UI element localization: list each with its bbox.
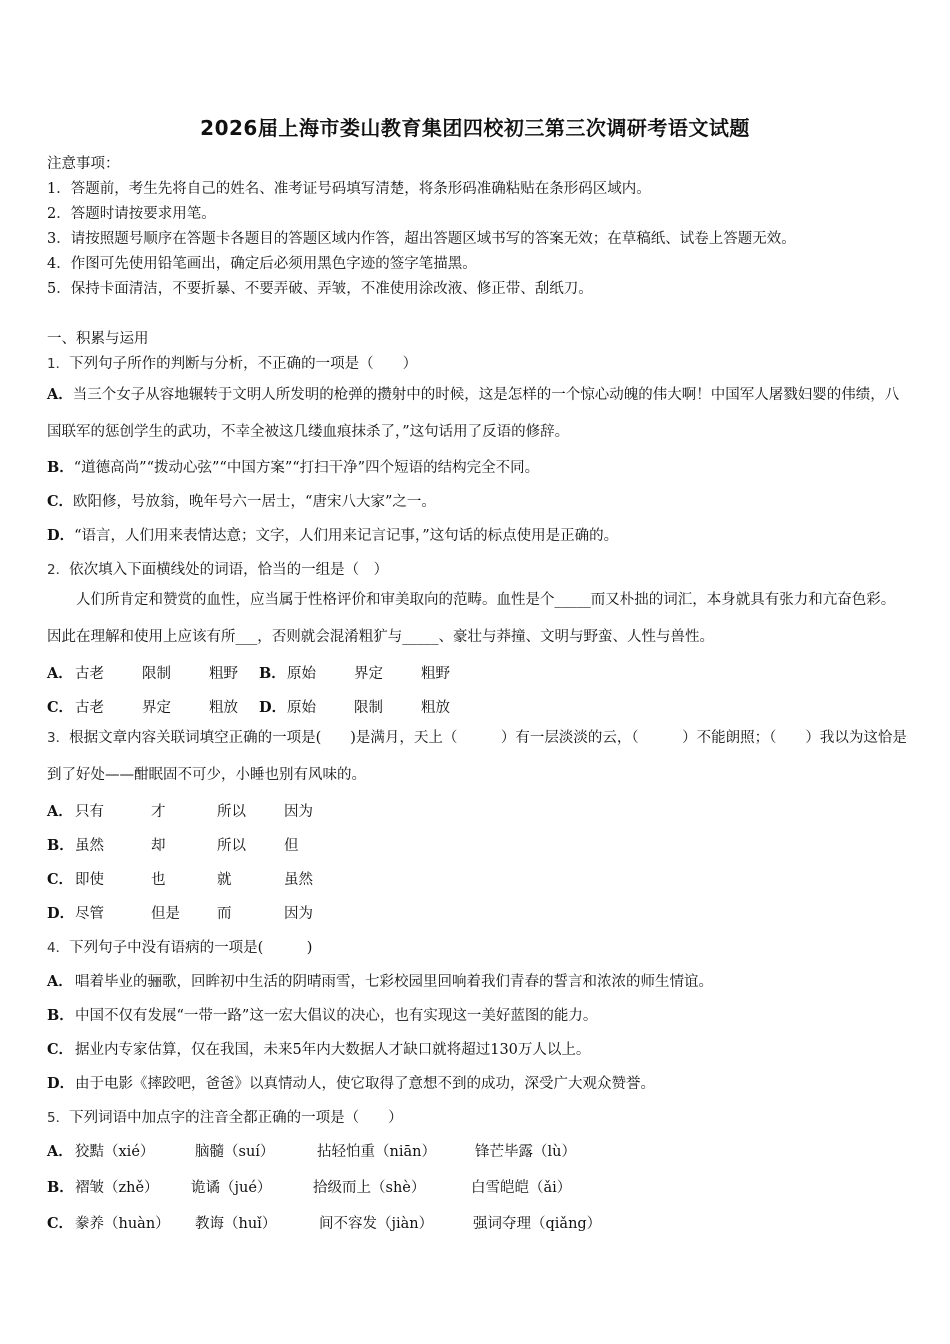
option-label: C． (47, 1041, 74, 1058)
option-label: D． (47, 527, 75, 544)
option-label: A． (47, 1143, 73, 1160)
option-word: 而 (217, 906, 232, 922)
q1-option-a (47, 376, 907, 451)
option-label: D． (259, 699, 287, 716)
option-text: 欧阳修，号放翁，晚年号六一居士，“唐宋八大家”之一。 (73, 494, 436, 510)
q1-option-d (47, 524, 910, 545)
question-stem: 依次填入下面横线处的词语，恰当的一组是（ ） (69, 562, 389, 578)
notice-item: 2．答题时请按要求用笔。 (47, 206, 216, 222)
option-label: C． (47, 699, 74, 716)
notice-item: 4．作图可先使用铅笔画出，确定后必须用黑色字迹的签字笔描黑。 (47, 256, 477, 272)
option-word: 拾级而上（shè） (313, 1180, 426, 1196)
option-word: 就 (217, 872, 232, 888)
option-word: 教诲（huǐ） (195, 1216, 277, 1232)
q5-option-b (47, 1176, 910, 1197)
option-text: 唱着毕业的骊歌，回眸初中生活的阴晴雨雪，七彩校园里回响着我们青春的誓言和浓浓的师生情谊。 (75, 974, 713, 990)
option-text: 据业内专家估算，仅在我国，未来5年内大数据人才缺口就将超过130万人以上。 (75, 1042, 591, 1058)
q3-option-a (47, 800, 910, 821)
option-word: 但 (284, 838, 299, 854)
option-text: 中国不仅有发展“一带一路”这一宏大倡议的决心，也有实现这一美好蓝图的能力。 (75, 1008, 598, 1024)
option-word: 原始 (287, 666, 316, 682)
question-number: 5． (47, 1110, 70, 1126)
question-stem: 下列句子所作的判断与分析，不正确的一项是（ ） (69, 356, 418, 372)
option-word: 古老 (75, 666, 104, 682)
option-text: “道德高尚”“拨动心弦”“中国方案”“打扫干净”四个短语的结构完全不同。 (73, 460, 540, 476)
question-2 (47, 558, 910, 579)
q3-option-d (47, 902, 910, 923)
option-label: B． (259, 665, 286, 682)
option-word: 狡黠（xié） (75, 1144, 155, 1160)
option-label: B． (47, 459, 74, 476)
q1-option-c (47, 490, 910, 511)
question-number: 4． (47, 940, 70, 956)
option-word: 所以 (217, 838, 246, 854)
option-word: 粗野 (421, 666, 450, 682)
option-word: 拈轻怕重（niān） (317, 1144, 436, 1160)
q4-option-c (47, 1038, 910, 1059)
option-text: 当三个女子从容地辗转于文明人所发明的枪弹的攒射中的时候，这是怎样的一个惊心动魄的伟大啊！中国军人屠戮妇婴的伟绩，八国联军的惩创学生的武功，不幸全被这几缕血痕抹杀了，”这句话用了反语的修辞。 (47, 387, 900, 440)
option-word: 也 (151, 872, 166, 888)
option-label: A． (47, 665, 73, 682)
question-stem: 根据文章内容关联词填空正确的一项是( )是满月，天上（ ）有一层淡淡的云，（ ）不能朗照；（ ）我以为这恰是到了好处——酣眠固不可少，小睡也别有风味的。 (47, 730, 907, 783)
option-word: 原始 (287, 700, 316, 716)
q3-option-c (47, 868, 910, 889)
q2-options-row (47, 696, 910, 717)
question-stem: 下列词语中加点字的注音全都正确的一项是（ ） (69, 1110, 403, 1126)
option-word: 尽管 (75, 906, 104, 922)
question-4 (47, 936, 910, 957)
option-label: A． (47, 803, 73, 820)
option-label: A． (47, 973, 73, 990)
q2-passage: 人们所肯定和赞赏的血性，应当属于性格评价和审美取向的范畴。血性是个_____而又朴拙的词汇，本身就具有张力和亢奋色彩。因此在理解和使用上应该有所___，否则就会混淆粗犷与_____、豪壮与莽撞、文明与野蛮、人性与兽性。 (47, 592, 896, 645)
option-label: B． (47, 1007, 74, 1024)
option-word: 白雪皑皑（ǎi） (471, 1180, 572, 1196)
notice-item: 3．请按照题号顺序在答题卡各题目的答题区域内作答，超出答题区域书写的答案无效；在草稿纸、试卷上答题无效。 (47, 231, 796, 247)
option-label: B． (47, 837, 74, 854)
option-word: 只有 (75, 804, 104, 820)
question-number: 3． (47, 730, 70, 746)
question-3 (47, 720, 907, 794)
option-word: 豢养（huàn） (75, 1216, 170, 1232)
option-word: 古老 (75, 700, 104, 716)
option-text: 由于电影《摔跤吧，爸爸》以真情动人，使它取得了意想不到的成功，深受广大观众赞誉。 (75, 1076, 655, 1092)
option-word: 才 (151, 804, 166, 820)
option-word: 但是 (151, 906, 180, 922)
option-word: 粗放 (421, 700, 450, 716)
notice-item: 1．答题前，考生先将自己的姓名、准考证号码填写清楚，将条形码准确粘贴在条形码区域内。 (47, 181, 651, 197)
option-word: 强词夺理（qiǎng） (473, 1216, 602, 1232)
option-word: 因为 (284, 906, 313, 922)
option-word: 因为 (284, 804, 313, 820)
option-label: C． (47, 871, 74, 888)
option-text: “语言，人们用来表情达意；文字，人们用来记言记事，”这句话的标点使用是正确的。 (74, 528, 619, 544)
section-heading: 一、积累与运用 (47, 331, 149, 347)
option-word: 即使 (75, 872, 104, 888)
option-word: 界定 (142, 700, 171, 716)
question-number: 1． (47, 356, 70, 372)
notice-item: 5．保持卡面清洁，不要折暴、不要弄破、弄皱，不准使用涂改液、修正带、刮纸刀。 (47, 281, 593, 297)
option-word: 脑髓（suí） (195, 1144, 275, 1160)
question-number: 2． (47, 562, 70, 578)
option-word: 所以 (217, 804, 246, 820)
option-label: D． (47, 905, 75, 922)
option-label: A． (47, 386, 73, 403)
option-label: C． (47, 1215, 74, 1232)
option-word: 限制 (142, 666, 171, 682)
q3-option-b (47, 834, 910, 855)
question-5 (47, 1106, 910, 1127)
question-1 (47, 352, 910, 373)
option-word: 界定 (354, 666, 383, 682)
q1-option-b (47, 456, 910, 477)
option-word: 褶皱（zhě） (75, 1180, 159, 1196)
page-title: 2026届上海市娄山教育集团四校初三第三次调研考语文试题 (200, 116, 750, 140)
option-word: 诡谲（jué） (191, 1180, 272, 1196)
option-word: 限制 (354, 700, 383, 716)
option-word: 粗放 (209, 700, 238, 716)
q4-option-b (47, 1004, 910, 1025)
q4-option-a (47, 970, 910, 991)
option-word: 锋芒毕露（lù） (475, 1144, 576, 1160)
option-word: 却 (151, 838, 166, 854)
option-word: 间不容发（jiàn） (319, 1216, 434, 1232)
q4-option-d (47, 1072, 910, 1093)
q5-option-a (47, 1140, 910, 1161)
option-word: 虽然 (284, 872, 313, 888)
q2-options-row (47, 662, 910, 683)
q5-option-c (47, 1212, 910, 1233)
option-label: D． (47, 1075, 75, 1092)
option-label: C． (47, 493, 74, 510)
option-word: 粗野 (209, 666, 238, 682)
notice-heading: 注意事项： (47, 156, 120, 172)
option-label: B． (47, 1179, 74, 1196)
question-stem: 下列句子中没有语病的一项是( ) (69, 940, 313, 956)
option-word: 虽然 (75, 838, 104, 854)
